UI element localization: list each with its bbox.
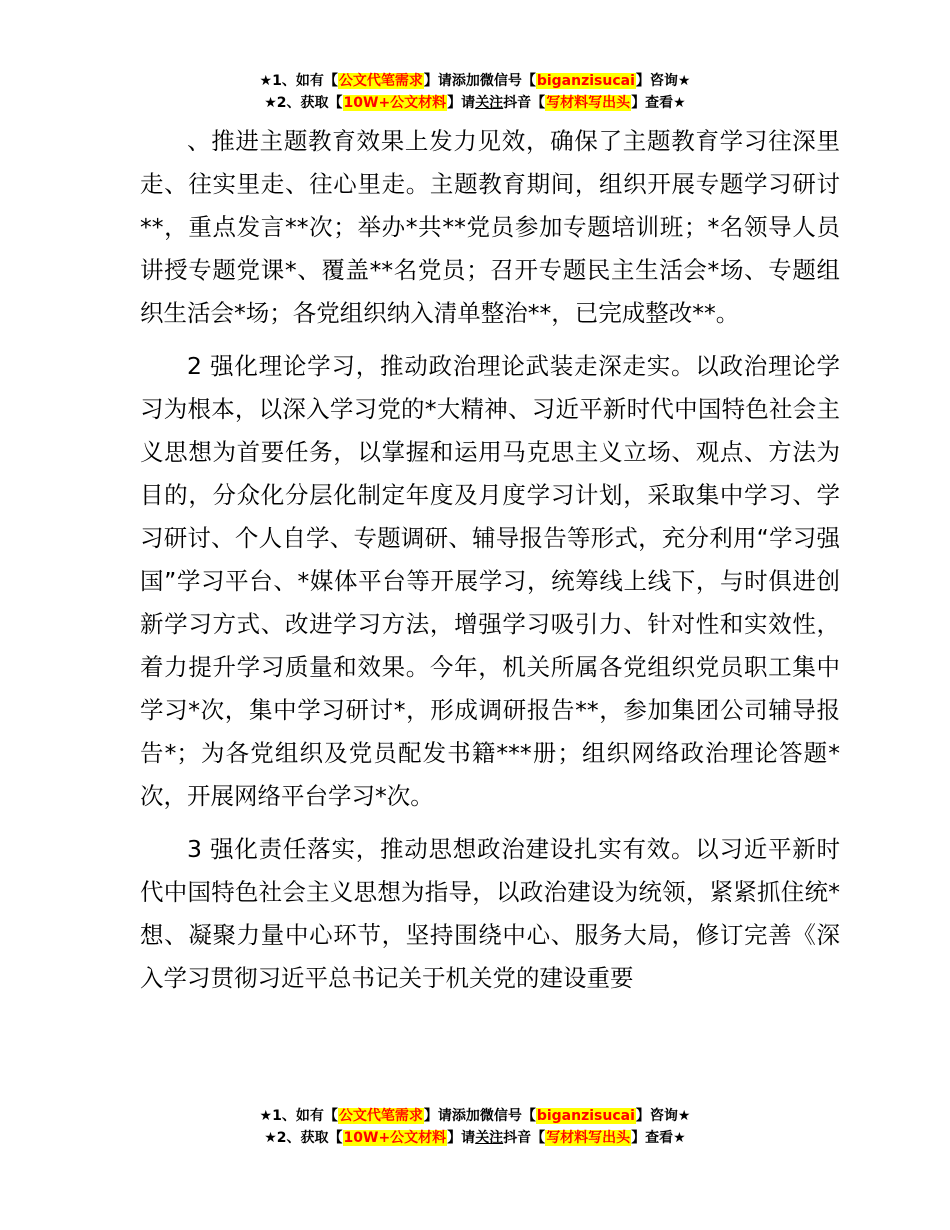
- document-body: [140, 120, 840, 1000]
- highlight-service: 公文代笔需求: [338, 1108, 423, 1124]
- underline-follow: 关注: [475, 95, 504, 111]
- paragraph-3: 3 强化责任落实，推动思想政治建设扎实有效。以习近平新时代中国特色社会主义思想为指导，以政治建设为统领，紧紧抓住统*想、凝聚力量中心环节，坚持围绕中心、服务大局，修订完善《深入学习贯彻习近平总书记关于机关党的建设重要: [140, 835, 840, 992]
- highlight-douyin-account: 写材料写出头: [546, 1130, 631, 1146]
- underline-follow: 关注: [475, 1130, 504, 1146]
- highlight-materials: 10W+公文材料: [343, 1130, 447, 1146]
- highlight-douyin-account: 写材料写出头: [546, 95, 631, 111]
- banner-text: 抖音【: [503, 95, 546, 111]
- banner-text: 】请添加微信号【: [423, 1108, 536, 1124]
- banner-text: 】请添加微信号【: [423, 73, 536, 89]
- header-banner: [0, 70, 950, 114]
- banner-text: 】请: [447, 1130, 476, 1146]
- banner-line-1: [0, 70, 950, 92]
- banner-text: 】咨询★: [635, 73, 691, 89]
- banner-text: ★1、如有【: [259, 1108, 338, 1124]
- paragraph-1: 、推进主题教育效果上发力见效，确保了主题教育学习往深里走、往实里走、往心里走。主题教育期间，组织开展专题学习研讨**，重点发言**次；举办*共**党员参加专题培训班；*名领导人员讲授专题党课*、覆盖**名党员；召开专题民主生活会*场、专题组织生活会*场；各党组织纳入清单整治**，已完成整改**。: [140, 127, 840, 327]
- highlight-wechat-id: biganzisucai: [536, 1108, 635, 1124]
- highlight-wechat-id: biganzisucai: [536, 73, 635, 89]
- banner-line-2: [0, 1127, 950, 1149]
- banner-text: ★2、获取【: [264, 95, 343, 111]
- banner-line-1: [0, 1105, 950, 1127]
- banner-text: 】查看★: [631, 1130, 686, 1146]
- highlight-materials: 10W+公文材料: [343, 95, 447, 111]
- banner-text: 】查看★: [631, 95, 686, 111]
- paragraph-2: 2 强化理论学习，推动政治理论武装走深走实。以政治理论学习为根本，以深入学习党的*大精神、习近平新时代中国特色社会主义思想为首要任务，以掌握和运用马克思主义立场、观点、方法为目的，分众化分层化制定年度及月度学习计划，采取集中学习、学习研讨、个人自学、专题调研、辅导报告等形式，充分利用“学习强国”学习平台、*媒体平台等开展学习，统筹线上线下，与时俱进创新学习方式、改进学习方法，增强学习吸引力、针对性和实效性，着力提升学习质量和效果。今年，机关所属各党组织党员职工集中学习*次，集中学习研讨*，形成调研报告**，参加集团公司辅导报告*；为各党组织及党员配发书籍***册；组织网络政治理论答题*次，开展网络平台学习*次。: [140, 352, 840, 810]
- banner-text: 抖音【: [503, 1130, 546, 1146]
- banner-text: ★1、如有【: [259, 73, 338, 89]
- banner-line-2: [0, 92, 950, 114]
- banner-text: ★2、获取【: [264, 1130, 343, 1146]
- highlight-service: 公文代笔需求: [338, 73, 423, 89]
- footer-banner: [0, 1105, 950, 1149]
- banner-text: 】咨询★: [635, 1108, 691, 1124]
- banner-text: 】请: [447, 95, 476, 111]
